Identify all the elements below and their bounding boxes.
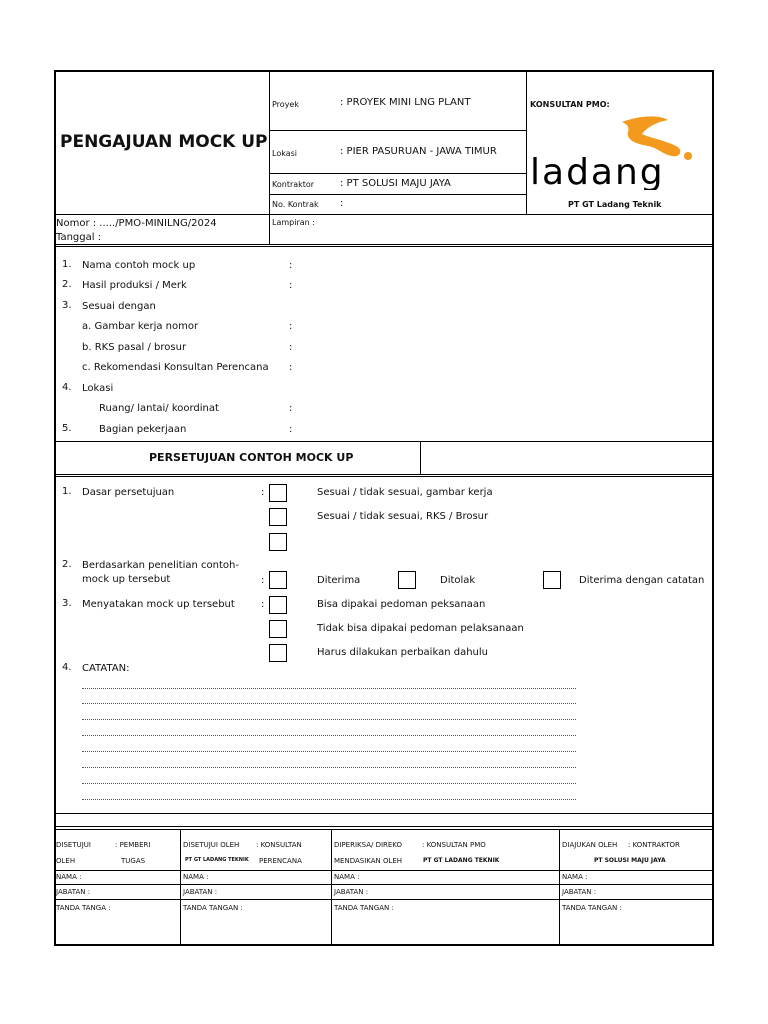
sig-jabatan: JABATAN :	[56, 888, 91, 896]
sig-nama: NAMA :	[183, 873, 209, 881]
kontraktor-label: Kontraktor	[272, 180, 315, 189]
lokasi-label: Lokasi	[272, 149, 297, 158]
item-label: a. Gambar kerja nomor	[82, 321, 199, 332]
sig-role-value: : KONSULTAN	[256, 841, 302, 849]
q1-option-rks: Sesuai / tidak sesuai, RKS / Brosur	[317, 511, 489, 522]
q3-option-perbaikan: Harus dilakukan perbaikan dahulu	[317, 647, 488, 658]
proyek-label: Proyek	[272, 100, 299, 109]
sig-role-value-line2: PT GT LADANG TEKNIK	[423, 857, 500, 864]
sig-tanda-tangan: TANDA TANGAN :	[334, 904, 394, 912]
q1-checkbox-gambar[interactable]	[269, 484, 287, 502]
q3-checkbox-tidak-bisa[interactable]	[269, 620, 287, 638]
q2-checkbox-ditolak[interactable]	[398, 571, 416, 589]
item-label: Nama contoh mock up	[82, 260, 196, 271]
q2-number: 2.	[62, 559, 72, 570]
item-label: Bagian pekerjaan	[99, 424, 187, 435]
q2-checkbox-diterima-catatan[interactable]	[543, 571, 561, 589]
sig-nama: NAMA :	[334, 873, 360, 881]
q2-option-ditolak: Ditolak	[440, 575, 476, 586]
page-title: PENGAJUAN MOCK UP	[60, 132, 268, 152]
catatan-line[interactable]	[82, 719, 576, 720]
sig-tanda-tangan: TANDA TANGA :	[56, 904, 111, 912]
sig-role-value: : KONSULTAN PMO	[422, 841, 486, 849]
catatan-line[interactable]	[82, 767, 576, 768]
item-colon: :	[289, 260, 293, 271]
catatan-line[interactable]	[82, 751, 576, 752]
catatan-line[interactable]	[82, 688, 576, 689]
sig-role: DIPERIKSA/ DIREKO	[334, 841, 403, 849]
item-number: 3.	[62, 300, 72, 311]
sig-role-value: : KONTRAKTOR	[628, 841, 680, 849]
sig-role-line2: MENDASIKAN OLEH	[334, 857, 403, 865]
item-number: 1.	[62, 259, 72, 270]
proyek-value: : PROYEK MINI LNG PLANT	[340, 97, 471, 108]
item-label: c. Rekomendasi Konsultan Perencana	[82, 362, 269, 373]
lampiran-field: Lampiran :	[272, 218, 315, 227]
item-number: 5.	[62, 423, 72, 434]
q3-number: 3.	[62, 598, 72, 609]
sig-role: DISETUJUI	[56, 841, 91, 849]
item-label: Hasil produksi / Merk	[82, 280, 187, 291]
kontraktor-value: : PT SOLUSI MAJU JAYA	[340, 178, 451, 189]
sig-nama: NAMA :	[562, 873, 588, 881]
item-label: b. RKS pasal / brosur	[82, 342, 187, 353]
catatan-line[interactable]	[82, 783, 576, 784]
tanggal-field: Tanggal :	[56, 232, 102, 243]
item-label: Ruang/ lantai/ koordinat	[99, 403, 219, 414]
sig-jabatan: JABATAN :	[562, 888, 597, 896]
q2-label-line1: Berdasarkan penelitian contoh-	[82, 560, 239, 571]
catatan-line[interactable]	[82, 735, 576, 736]
company-name: PT GT Ladang Teknik	[568, 200, 662, 209]
q2-label-line2: mock up tersebut	[82, 574, 171, 585]
item-colon: :	[289, 321, 293, 332]
q1-option-gambar: Sesuai / tidak sesuai, gambar kerja	[317, 487, 493, 498]
sig-role-value: : PEMBERI	[115, 841, 151, 849]
q1-number: 1.	[62, 486, 72, 497]
catatan-line[interactable]	[82, 799, 576, 800]
logo-text: ladang	[530, 152, 665, 190]
item-colon: :	[289, 403, 293, 414]
sig-tanda-tangan: TANDA TANGAN :	[562, 904, 622, 912]
q2-option-diterima: Diterima	[317, 575, 361, 586]
sig-role: DIAJUKAN OLEH	[562, 841, 618, 849]
q1-colon: :	[261, 487, 265, 498]
lokasi-value: : PIER PASURUAN - JAWA TIMUR	[340, 146, 497, 157]
q4-number: 4.	[62, 662, 72, 673]
q2-checkbox-diterima[interactable]	[269, 571, 287, 589]
item-label: Sesuai dengan	[82, 301, 156, 312]
q3-label: Menyatakan mock up tersebut	[82, 599, 235, 610]
nomor-field: Nomor : ...../PMO-MINILNG/2024	[56, 218, 217, 229]
no-kontrak-value: :	[340, 198, 344, 209]
q1-checkbox-rks[interactable]	[269, 508, 287, 526]
sig-role-value-line2: PT SOLUSI MAJU JAYA	[594, 857, 666, 864]
q3-option-bisa: Bisa dipakai pedoman peksanaan	[317, 599, 486, 610]
sig-role-value-line2: TUGAS	[121, 857, 146, 865]
q3-colon: :	[261, 599, 265, 610]
item-colon: :	[289, 424, 293, 435]
sig-role: DISETUJUI OLEH	[183, 841, 240, 849]
sig-jabatan: JABATAN :	[334, 888, 369, 896]
sig-nama: NAMA :	[56, 873, 82, 881]
item-colon: :	[289, 342, 293, 353]
persetujuan-title: PERSETUJUAN CONTOH MOCK UP	[149, 451, 354, 464]
catatan-line[interactable]	[82, 703, 576, 704]
item-number: 4.	[62, 382, 72, 393]
item-number: 2.	[62, 279, 72, 290]
no-kontrak-label: No. Kontrak	[272, 200, 319, 209]
q3-option-tidak-bisa: Tidak bisa dipakai pedoman pelaksanaan	[317, 623, 524, 634]
sig-role-line2: PT GT LADANG TEKNIK	[185, 857, 249, 863]
q1-label: Dasar persetujuan	[82, 487, 175, 498]
catatan-label: CATATAN:	[82, 663, 130, 674]
sig-tanda-tangan: TANDA TANGAN :	[183, 904, 243, 912]
item-colon: :	[289, 362, 293, 373]
q3-checkbox-perbaikan[interactable]	[269, 644, 287, 662]
sig-jabatan: JABATAN :	[183, 888, 218, 896]
sig-role-value-line2: PERENCANA	[259, 857, 302, 865]
sig-role-line2: OLEH	[56, 857, 76, 865]
item-label: Lokasi	[82, 383, 114, 394]
q2-option-diterima-catatan: Diterima dengan catatan	[579, 575, 705, 586]
q3-checkbox-bisa[interactable]	[269, 596, 287, 614]
item-colon: :	[289, 280, 293, 291]
q1-checkbox-extra[interactable]	[269, 533, 287, 551]
ladang-logo	[530, 114, 708, 190]
q2-colon: :	[261, 575, 265, 586]
konsultan-label: KONSULTAN PMO:	[530, 100, 610, 109]
